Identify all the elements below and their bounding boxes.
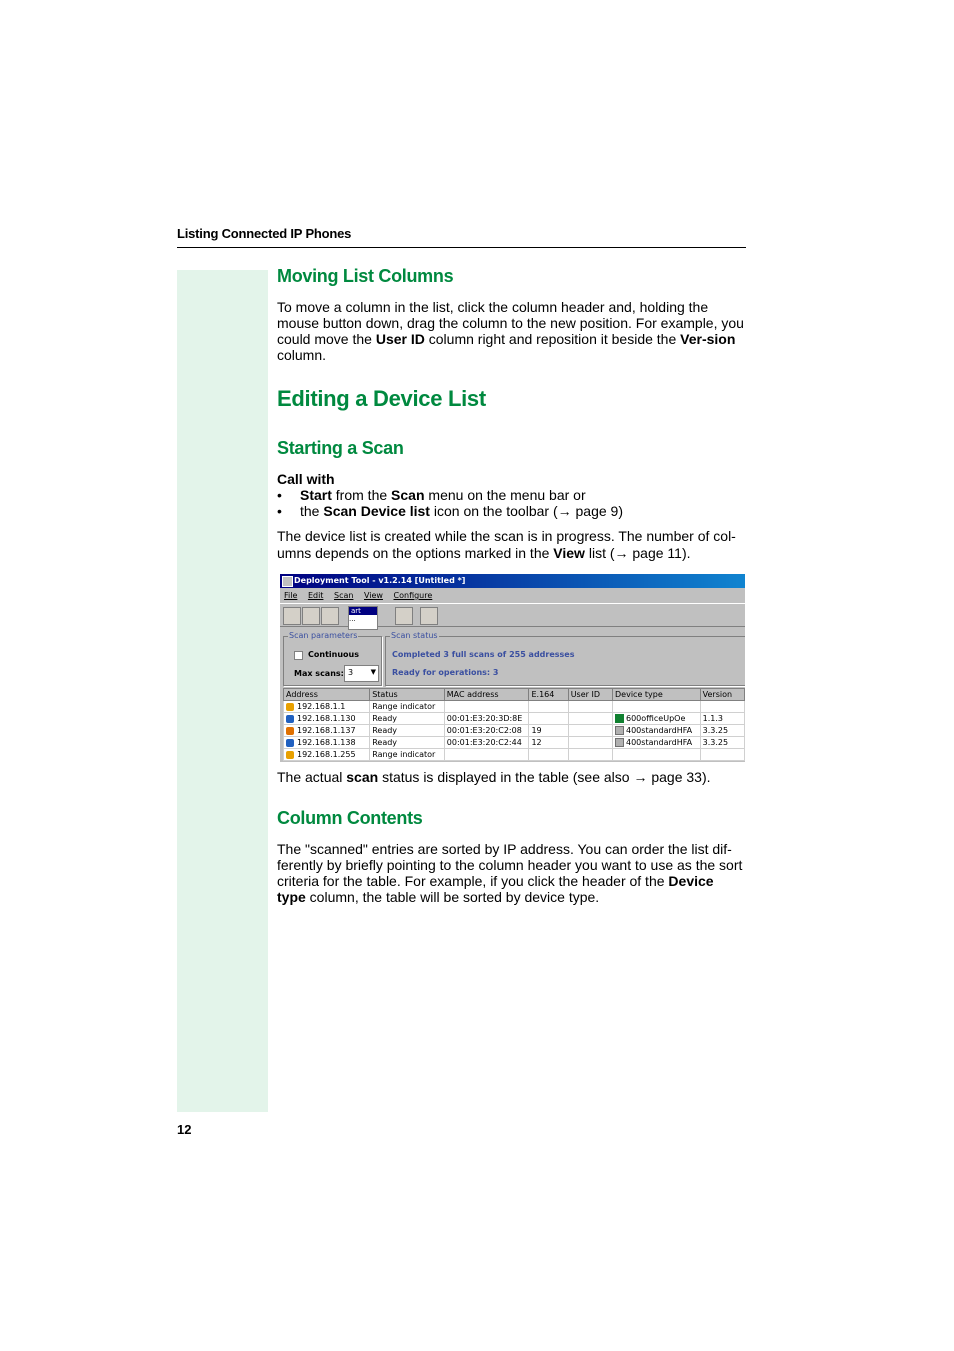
- column-header-mac[interactable]: MAC address: [444, 689, 529, 701]
- continuous-label: Continuous: [308, 650, 359, 659]
- column-header-e164[interactable]: E.164: [529, 689, 568, 701]
- max-scans-label: Max scans:: [294, 669, 344, 678]
- menubar: [280, 588, 745, 603]
- menu-configure[interactable]: Configure: [393, 591, 433, 600]
- menu-item-more[interactable]: ...: [349, 615, 356, 623]
- scan-parameters-legend: Scan parameters: [289, 631, 358, 640]
- window-titlebar: [280, 574, 745, 588]
- table-row[interactable]: 192.168.1.1 Range indicator: [284, 701, 745, 713]
- phone-icon[interactable]: [420, 607, 438, 625]
- table-row[interactable]: 192.168.1.130 Ready 00:01:E3:20:3D:8E 600officeUpOe 1.1.3: [284, 713, 745, 725]
- column-contents-title: Column Contents: [277, 808, 423, 828]
- scan-status-paragraph: The actual scan status is displayed in the table (see also → page 33).: [277, 769, 711, 785]
- chevron-down-icon: ▼: [370, 668, 376, 676]
- save-disk-icon[interactable]: [321, 607, 339, 625]
- starting-title: Starting a Scan: [277, 438, 404, 458]
- scan-dropdown-menu[interactable]: [348, 606, 378, 630]
- menu-item-start[interactable]: art: [349, 607, 377, 615]
- scan-paragraph: The device list is created while the scan is in progress. The number of col-umns depends on the options marked in the View list (→ page 11).: [277, 528, 736, 561]
- table-header-row: [284, 689, 745, 701]
- lower-content: [277, 769, 746, 905]
- window-title: Deployment Tool - v1.2.14 [Untitled *]: [294, 576, 466, 585]
- new-file-icon[interactable]: [283, 607, 301, 625]
- table-row[interactable]: 192.168.1.255 Range indicator: [284, 749, 745, 761]
- column-header-userid[interactable]: User ID: [568, 689, 612, 701]
- scan-status-legend: Scan status: [391, 631, 438, 640]
- max-scans-select[interactable]: [344, 665, 379, 682]
- column-header-address[interactable]: Address: [284, 689, 370, 701]
- main-content: [277, 264, 746, 562]
- call-with-label: Call with: [277, 471, 335, 487]
- editing-title: Editing a Device List: [277, 386, 486, 411]
- status-line-2: Ready for operations: 3: [392, 668, 499, 677]
- list-item: • Start from the Scan menu on the menu bar or: [277, 487, 746, 503]
- max-scans-value: 3: [348, 668, 354, 677]
- list-item: • the Scan Device list icon on the toolbar (→ page 9): [277, 503, 746, 519]
- device-ready-icon: [286, 715, 294, 723]
- menu-file[interactable]: File: [284, 591, 298, 600]
- moving-paragraph: To move a column in the list, click the column header and, holding the mouse button down, drag the column to the new position. For example, you could move the User ID column right and reposition it beside the Ver-sion column.: [277, 299, 744, 363]
- header-rule: [177, 247, 746, 248]
- device-table: [283, 688, 745, 761]
- status-line-1: Completed 3 full scans of 255 addresses: [392, 650, 575, 659]
- continuous-checkbox[interactable]: [294, 651, 303, 660]
- toolbar: [280, 603, 745, 627]
- phone-type-icon: [615, 714, 624, 723]
- app-icon: [282, 576, 293, 587]
- table-row[interactable]: 192.168.1.137 Ready 00:01:E3:20:C2:08 19 400standardHFA 3.3.25: [284, 725, 745, 737]
- menu-scan[interactable]: Scan: [333, 591, 354, 600]
- deployment-tool-screenshot: [280, 574, 745, 762]
- table-row[interactable]: 192.168.1.138 Ready 00:01:E3:20:C2:44 12 400standardHFA 3.3.25: [284, 737, 745, 749]
- open-folder-icon[interactable]: [302, 607, 320, 625]
- phone-type-icon: [615, 738, 624, 747]
- phone-type-icon: [615, 726, 624, 735]
- menu-edit[interactable]: Edit: [307, 591, 324, 600]
- column-contents-paragraph: The "scanned" entries are sorted by IP address. You can order the list dif-ferently by briefly pointing to the column header you want to use as the sort criteria for the table. For example, if you click the header of the Device type column, the table will be sorted by device type.: [277, 841, 743, 905]
- menu-view[interactable]: View: [363, 591, 383, 600]
- range-indicator-icon: [286, 703, 294, 711]
- column-header-device-type[interactable]: Device type: [613, 689, 701, 701]
- scan-parameters-group: [283, 631, 382, 686]
- column-header-version[interactable]: Version: [700, 689, 744, 701]
- sidebar-band: [177, 270, 268, 1112]
- binoculars-icon[interactable]: [395, 607, 413, 625]
- call-with-list: [277, 487, 746, 519]
- range-indicator-icon: [286, 751, 294, 759]
- device-ready-icon: [286, 727, 294, 735]
- moving-title: Moving List Columns: [277, 266, 454, 286]
- running-head: Listing Connected IP Phones: [177, 226, 352, 241]
- page-number: 12: [177, 1122, 192, 1137]
- device-ready-icon: [286, 739, 294, 747]
- column-header-status[interactable]: Status: [370, 689, 445, 701]
- scan-status-group: [385, 631, 745, 686]
